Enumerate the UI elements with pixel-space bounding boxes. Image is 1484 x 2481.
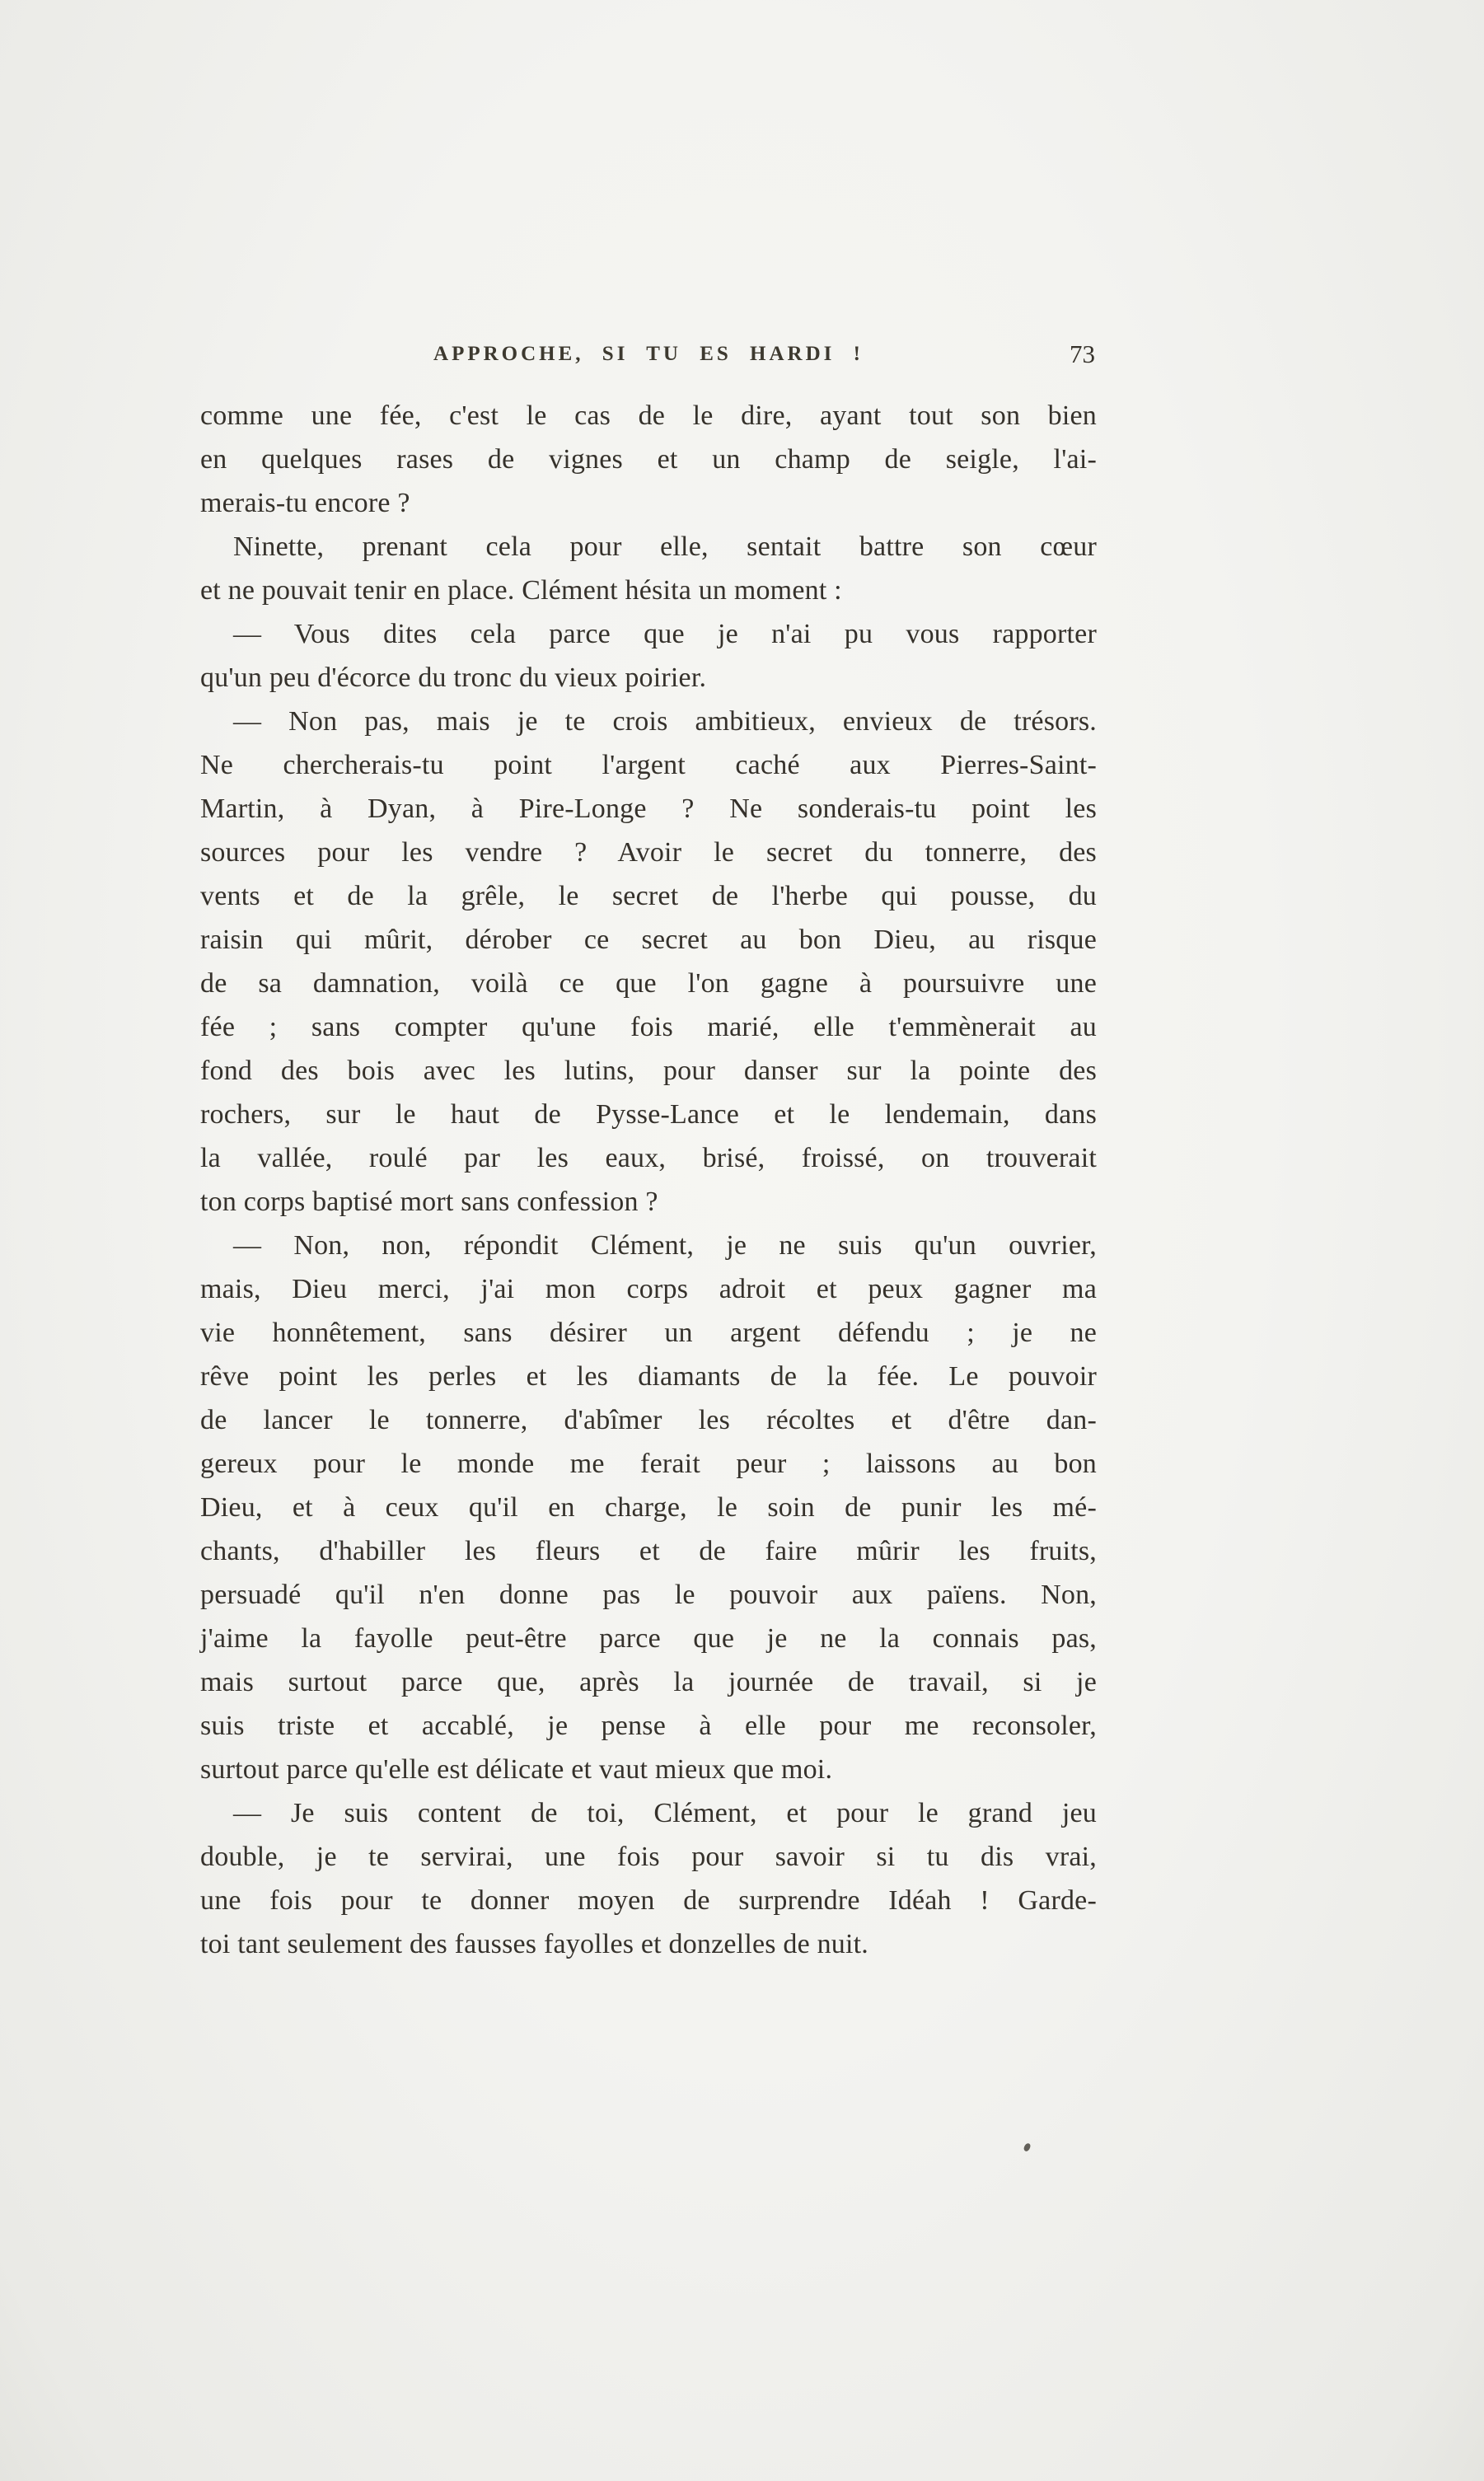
paragraph xyxy=(200,700,1097,1224)
text-line: vents et de la grêle, le secret de l'herbe qui pousse, du xyxy=(200,881,1097,911)
text-line: merais-tu encore ? xyxy=(200,488,410,518)
text-line: — Non pas, mais je te crois ambitieux, envieux de trésors. xyxy=(233,706,1097,737)
running-title: APPROCHE, SI TU ES HARDI ! xyxy=(433,343,864,365)
text-line: de lancer le tonnerre, d'abîmer les récoltes et d'être dan- xyxy=(200,1405,1097,1435)
text-line: ton corps baptisé mort sans confession ? xyxy=(200,1187,658,1217)
text-line: Martin, à Dyan, à Pire-Longe ? Ne sonderais-tu point les xyxy=(200,793,1097,824)
page-number: 73 xyxy=(1070,339,1095,368)
text-line: vie honnêtement, sans désirer un argent défendu ; je ne xyxy=(200,1318,1097,1348)
text-line: persuadé qu'il n'en donne pas le pouvoir aux païens. Non, xyxy=(200,1580,1097,1610)
text-line: et ne pouvait tenir en place. Clément hésita un moment : xyxy=(200,575,842,606)
paragraph xyxy=(200,394,1097,525)
text-line: mais surtout parce que, après la journée de travail, si je xyxy=(200,1667,1097,1697)
running-header xyxy=(200,339,1097,374)
text-line: suis triste et accablé, je pense à elle pour me reconsoler, xyxy=(200,1711,1097,1741)
text-line: — Vous dites cela parce que je n'ai pu vous rapporter xyxy=(233,619,1097,649)
text-line: Dieu, et à ceux qu'il en charge, le soin de punir les mé- xyxy=(200,1492,1097,1523)
text-line: — Non, non, répondit Clément, je ne suis qu'un ouvrier, xyxy=(233,1230,1097,1261)
text-block xyxy=(200,394,1097,1966)
text-line: comme une fée, c'est le cas de le dire, ayant tout son bien xyxy=(200,400,1097,431)
text-line: en quelques rases de vignes et un champ de seigle, l'ai- xyxy=(200,444,1097,475)
text-line: surtout parce qu'elle est délicate et vaut mieux que moi. xyxy=(200,1754,833,1785)
text-line: j'aime la fayolle peut-être parce que je ne la connais pas, xyxy=(200,1623,1097,1654)
text-line: une fois pour te donner moyen de surprendre Idéah ! Garde- xyxy=(200,1885,1097,1916)
paragraph xyxy=(200,525,1097,612)
text-line: chants, d'habiller les fleurs et de faire mûrir les fruits, xyxy=(200,1536,1097,1566)
text-line: toi tant seulement des fausses fayolles et donzelles de nuit. xyxy=(200,1929,868,1959)
text-line: de sa damnation, voilà ce que l'on gagne à poursuivre une xyxy=(200,968,1097,999)
text-line: Ne chercherais-tu point l'argent caché aux Pierres-Saint- xyxy=(200,750,1097,780)
text-line: rêve point les perles et les diamants de la fée. Le pouvoir xyxy=(200,1361,1097,1392)
text-line: sources pour les vendre ? Avoir le secret du tonnerre, des xyxy=(200,837,1097,868)
paragraph xyxy=(200,1791,1097,1966)
text-line: raisin qui mûrit, dérober ce secret au bon Dieu, au risque xyxy=(200,925,1097,955)
text-line: la vallée, roulé par les eaux, brisé, froissé, on trouverait xyxy=(200,1143,1097,1173)
ink-speck xyxy=(1023,2142,1032,2152)
text-line: qu'un peu d'écorce du tronc du vieux poirier. xyxy=(200,662,707,693)
paragraph xyxy=(200,612,1097,700)
text-line: gereux pour le monde me ferait peur ; laissons au bon xyxy=(200,1449,1097,1479)
text-line: double, je te servirai, une fois pour savoir si tu dis vrai, xyxy=(200,1842,1097,1872)
text-line: mais, Dieu merci, j'ai mon corps adroit et peux gagner ma xyxy=(200,1274,1097,1304)
paragraph xyxy=(200,1224,1097,1791)
text-line: fond des bois avec les lutins, pour danser sur la pointe des xyxy=(200,1056,1097,1086)
text-line: rochers, sur le haut de Pysse-Lance et le lendemain, dans xyxy=(200,1099,1097,1130)
text-line: fée ; sans compter qu'une fois marié, elle t'emmènerait au xyxy=(200,1012,1097,1042)
text-line: — Je suis content de toi, Clément, et pour le grand jeu xyxy=(233,1798,1097,1828)
text-line: Ninette, prenant cela pour elle, sentait battre son cœur xyxy=(233,531,1097,562)
